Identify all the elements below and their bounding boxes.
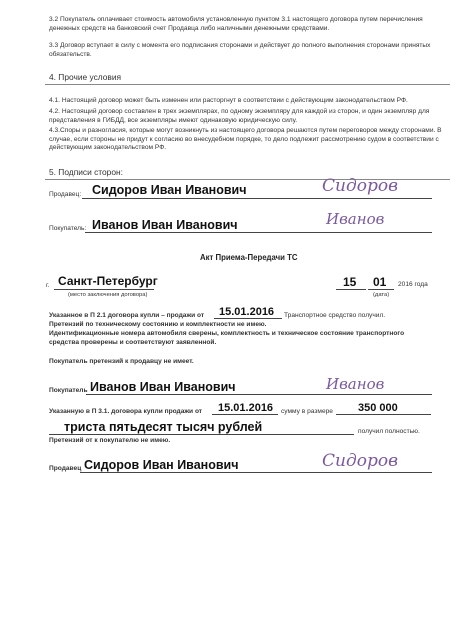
date-day-line [336,289,366,290]
no-claims-seller: Претензий от к покупателю не имею. [49,437,171,444]
paragraph-3-2: 3.2 Покупатель оплачивает стоимость автомобиля установленную пунктом 3.1 настоящего договора путем перечисления денежных средств на банковский счет Продавца либо наличными денежными средствами. [49,16,423,32]
no-claims-buyer: Покупатель претензий к продавцу не имеет. [49,358,194,365]
date-year: 2016 года [398,281,428,288]
payment-date: 15.01.2016 [218,402,274,414]
section-4-title: 4. Прочие условия [49,72,122,82]
seller-name-2: Сидоров Иван Иванович [84,458,239,472]
act-line-2: Претензий по техническому состоянию и комплектности не имею. [49,321,267,328]
divider [45,84,450,85]
buyer-label: Покупатель: [49,225,87,232]
seller-signature-line-2 [80,472,432,473]
paragraph-4-2: 4.2. Настоящий договор составлен в трех экземплярах, по одному экземпляру для каждой из сторон, и один экземпляр для представления в ГИБДД, все экземпляры имеют одинаковую юридическую силу. [49,108,430,124]
payment-amount: 350 000 [358,402,398,414]
date-month-line [368,289,394,290]
seller-signature: Сидоров [322,176,398,196]
date-day: 15 [343,275,357,289]
city-prefix: г. [46,282,50,289]
paragraph-3-3: 3.3 Договор вступает в силу с момента его подписания сторонами и действует до полного выполнения сторонами принятых обязательств. [49,42,431,58]
seller-label: Продавец: [49,191,82,198]
act-line-3: Идентификационные номера автомобиля сверены, комплектность и техническое состояние транспортного средства проверены и соответствуют заявленной. [49,330,405,346]
buyer-name: Иванов Иван Иванович [92,218,238,232]
buyer-signature: Иванов [326,210,385,228]
date-caption: (дата) [373,292,390,298]
buyer-name-2: Иванов Иван Иванович [90,380,236,394]
act-line-1-prefix: Указанное в П 2.1 договора купли – продажи от [49,312,205,319]
payment-amount-line [336,414,431,415]
city-name: Санкт-Петербург [58,274,158,288]
payment-prefix: Указанную в П 3.1. договора купли продажи от [49,408,203,415]
payment-middle: сумму в размере [281,408,333,415]
date-month: 01 [373,275,387,289]
act-line-1-suffix: Транспортное средство получил. [284,312,386,319]
payment-words: триста пятьдесят тысяч рублей [64,420,263,434]
city-caption: (место заключения договора) [68,292,148,298]
act-line-1-date: 15.01.2016 [219,306,275,318]
seller-signature-2: Сидоров [322,451,398,471]
payment-date-line [212,414,278,415]
paragraph-4-1: 4.1. Настоящий договор может быть изменен или расторгнут в соответствии с действующим законодательством РФ. [49,97,408,104]
section-5-title: 5. Подписи сторон: [49,167,123,177]
payment-received: получил полностью. [358,428,420,435]
city-line [54,289,154,290]
seller-signature-line [82,198,432,199]
buyer-label-2: Покупатель [49,387,88,394]
act-title: Акт Приема-Передачи ТС [200,253,298,262]
act-date-line [214,318,282,319]
seller-name: Сидоров Иван Иванович [92,183,247,197]
payment-words-line [49,434,354,435]
seller-label-2: Продавец [49,465,82,472]
buyer-signature-line-2 [86,394,432,395]
buyer-signature-line [85,232,432,233]
buyer-signature-2: Иванов [326,375,385,393]
paragraph-4-3: 4.3.Споры и разногласия, которые могут возникнуть из настоящего договора решаются путем переговоров между сторонами. В случае, если стороны не придут к согласию во внесудебном порядке, то дело подлежит рассмотрению судом в соответствии с действующим законодательством РФ. [49,127,442,152]
